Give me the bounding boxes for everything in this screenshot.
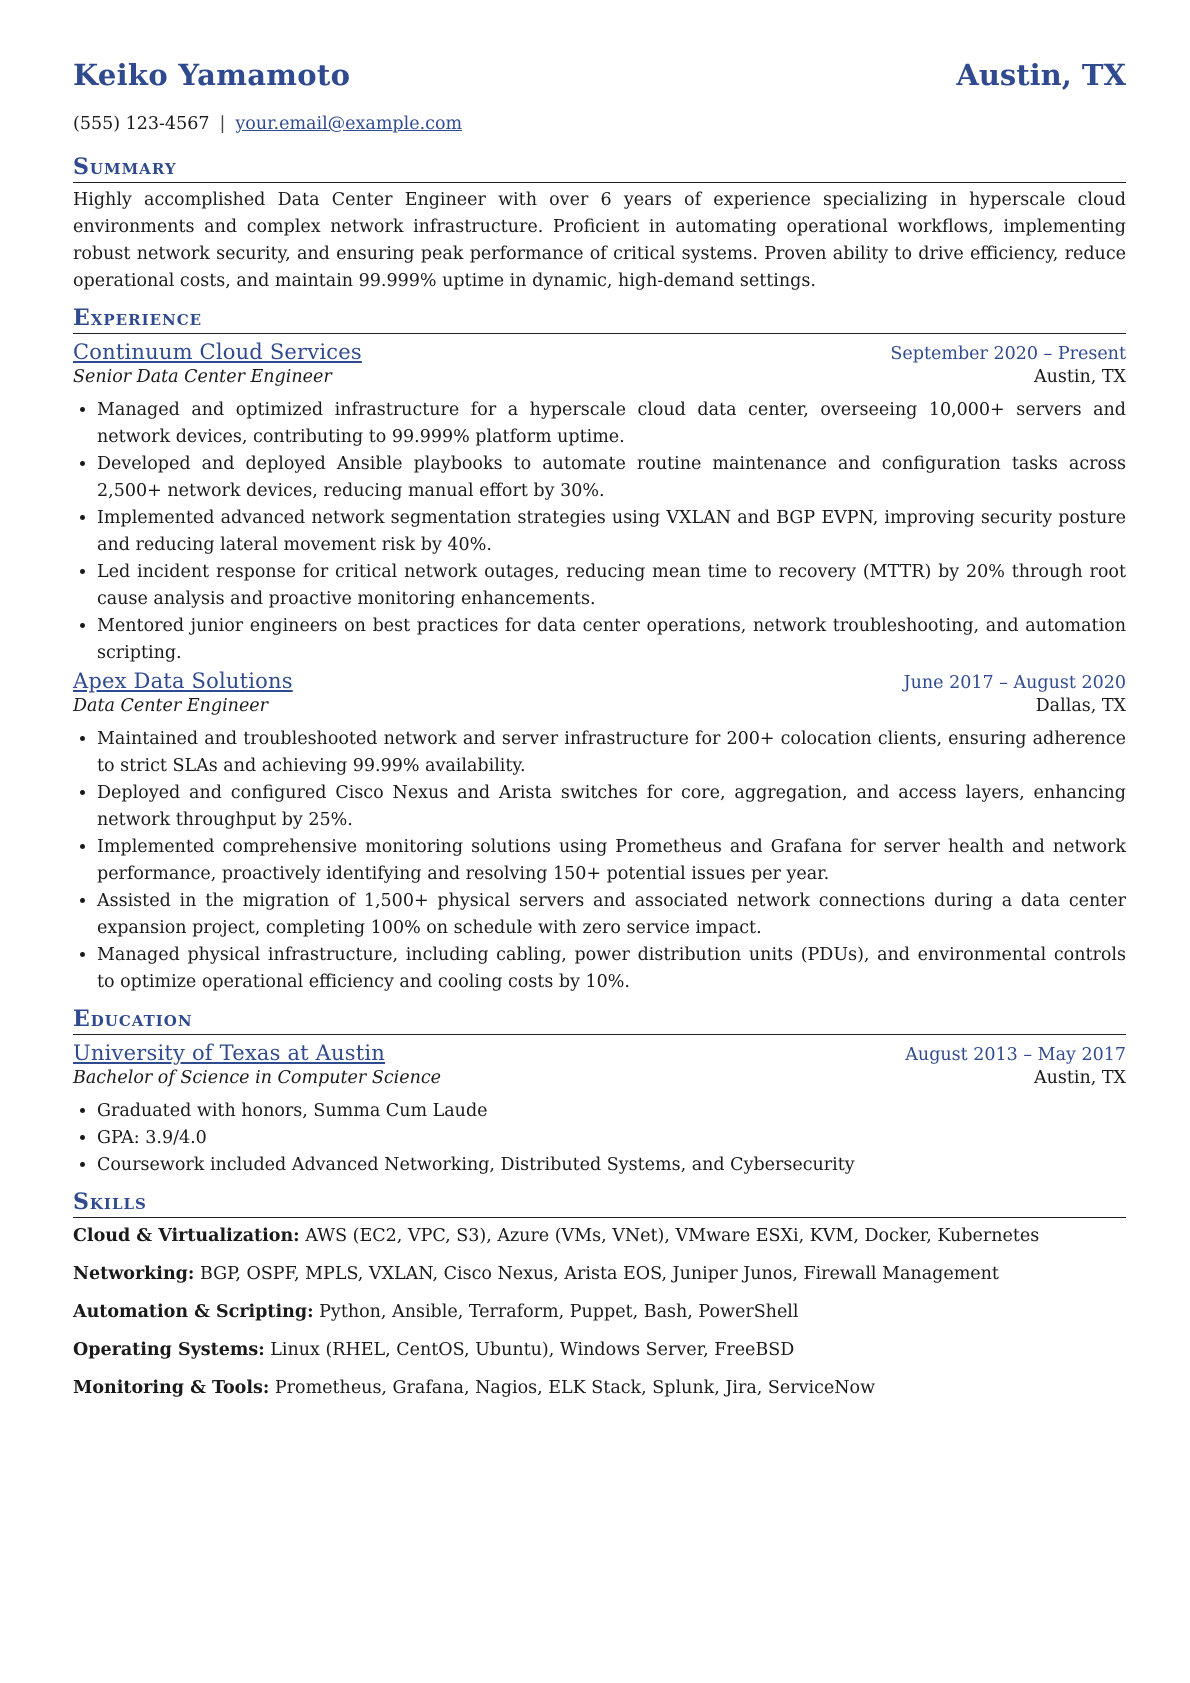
experience-entry	[73, 669, 1126, 996]
skill-values: Python, Ansible, Terraform, Puppet, Bash, PowerShell	[319, 1302, 799, 1322]
list-item: • Mentored junior engineers on best practices for data center operations, network troubleshooting, and automation scripting.	[97, 613, 1126, 667]
list-item: • Managed physical infrastructure, including cabling, power distribution units (PDUs), and environmental controls to optimize operational efficiency and cooling costs by 10%.	[97, 942, 1126, 996]
resume-header	[73, 58, 1126, 104]
school-link[interactable]: University of Texas at Austin	[73, 1041, 386, 1065]
summary-heading: Summary	[73, 152, 1126, 183]
skills-section	[73, 1187, 1126, 1400]
list-item: • Deployed and configured Cisco Nexus and Arista switches for core, aggregation, and access layers, enhancing network throughput by 25%.	[97, 780, 1126, 834]
contact-separator: |	[219, 114, 226, 134]
resume-page	[73, 58, 1126, 1414]
header-location: Austin, TX	[956, 58, 1126, 92]
education-bullets	[73, 1098, 1126, 1179]
job-dates: September 2020 – Present	[890, 344, 1126, 364]
skill-row	[73, 1262, 1126, 1286]
job-bullets	[73, 397, 1126, 667]
education-dates: August 2013 – May 2017	[905, 1045, 1126, 1065]
skill-values: BGP, OSPF, MPLS, VXLAN, Cisco Nexus, Arista EOS, Juniper Junos, Firewall Management	[199, 1264, 999, 1284]
job-dates: June 2017 – August 2020	[903, 673, 1126, 693]
company-link[interactable]: Apex Data Solutions	[73, 669, 293, 693]
education-heading: Education	[73, 1004, 1126, 1035]
phone-number: (555) 123-4567	[73, 114, 210, 134]
skill-values: AWS (EC2, VPC, S3), Azure (VMs, VNet), VMware ESXi, KVM, Docker, Kubernetes	[305, 1226, 1040, 1246]
candidate-name: Keiko Yamamoto	[73, 58, 351, 92]
list-item: • Coursework included Advanced Networking, Distributed Systems, and Cybersecurity	[97, 1152, 1126, 1179]
skill-category: Monitoring & Tools:	[73, 1378, 270, 1398]
skill-category: Cloud & Virtualization:	[73, 1226, 300, 1246]
list-item: • Maintained and troubleshooted network and server infrastructure for 200+ colocation clients, ensuring adherence to strict SLAs and achieving 99.99% availability.	[97, 726, 1126, 780]
experience-heading: Experience	[73, 303, 1126, 334]
list-item: • Managed and optimized infrastructure for a hyperscale cloud data center, overseeing 10,000+ servers and network devices, contributing to 99.999% platform uptime.	[97, 397, 1126, 451]
email-link[interactable]: your.email@example.com	[235, 114, 463, 134]
skill-row	[73, 1224, 1126, 1248]
skills-list	[73, 1224, 1126, 1400]
list-item: • Developed and deployed Ansible playbooks to automate routine maintenance and configuration tasks across 2,500+ network devices, reducing manual effort by 30%.	[97, 451, 1126, 505]
school-location: Austin, TX	[1033, 1068, 1126, 1088]
job-location: Dallas, TX	[1035, 696, 1126, 716]
skill-values: Prometheus, Grafana, Nagios, ELK Stack, Splunk, Jira, ServiceNow	[274, 1378, 876, 1398]
summary-section	[73, 152, 1126, 295]
skill-row	[73, 1338, 1126, 1362]
list-item: • Led incident response for critical network outages, reducing mean time to recovery (MTTR) by 20% through root cause analysis and proactive monitoring enhancements.	[97, 559, 1126, 613]
experience-section	[73, 303, 1126, 996]
contact-line	[73, 114, 1126, 144]
education-section	[73, 1004, 1126, 1179]
skill-category: Operating Systems:	[73, 1340, 265, 1360]
skills-heading: Skills	[73, 1187, 1126, 1218]
list-item: • Implemented advanced network segmentation strategies using VXLAN and BGP EVPN, improving security posture and reducing lateral movement risk by 40%.	[97, 505, 1126, 559]
skill-category: Networking:	[73, 1264, 195, 1284]
job-title: Senior Data Center Engineer	[73, 367, 332, 387]
education-entry	[73, 1041, 1126, 1179]
skill-row	[73, 1376, 1126, 1400]
company-link[interactable]: Continuum Cloud Services	[73, 340, 362, 364]
job-bullets	[73, 726, 1126, 996]
list-item: • Graduated with honors, Summa Cum Laude	[97, 1098, 1126, 1125]
job-title: Data Center Engineer	[73, 696, 269, 716]
degree-title: Bachelor of Science in Computer Science	[73, 1068, 442, 1088]
list-item: • GPA: 3.9/4.0	[97, 1125, 1126, 1152]
skill-row	[73, 1300, 1126, 1324]
list-item: • Assisted in the migration of 1,500+ physical servers and associated network connections during a data center expansion project, completing 100% on schedule with zero service impact.	[97, 888, 1126, 942]
experience-entry	[73, 340, 1126, 667]
job-location: Austin, TX	[1033, 367, 1126, 387]
list-item: • Implemented comprehensive monitoring solutions using Prometheus and Grafana for server health and network performance, proactively identifying and resolving 150+ potential issues per year.	[97, 834, 1126, 888]
summary-text: Highly accomplished Data Center Engineer with over 6 years of experience specializing in hyperscale cloud environments and complex network infrastructure. Proficient in automating operational workflows, implementing robust network security, and ensuring peak performance of critical systems. Proven ability to drive efficiency, reduce operational costs, and maintain 99.999% uptime in dynamic, high-demand settings.	[73, 190, 1126, 291]
skill-category: Automation & Scripting:	[73, 1302, 314, 1322]
skill-values: Linux (RHEL, CentOS, Ubuntu), Windows Server, FreeBSD	[270, 1340, 795, 1360]
